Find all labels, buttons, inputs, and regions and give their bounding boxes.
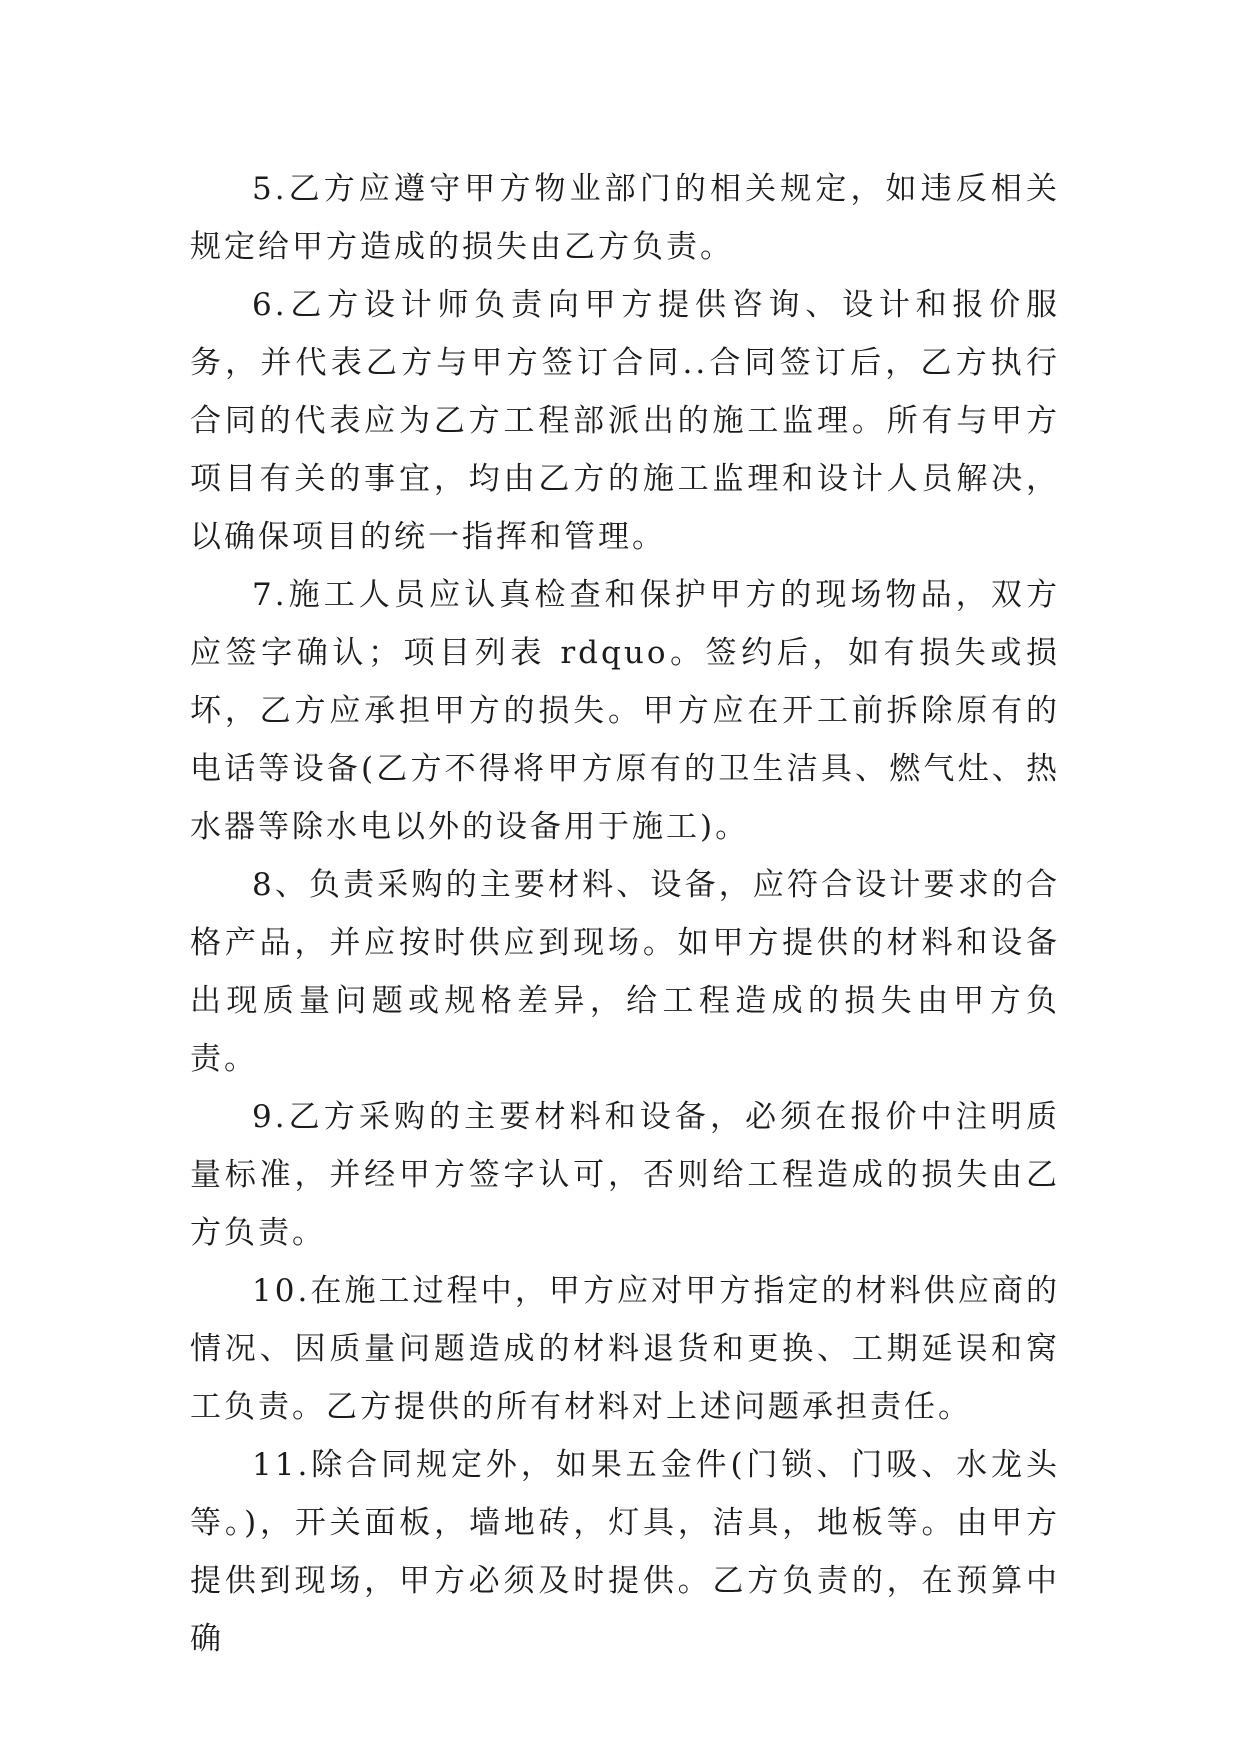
clause-7: 7.施工人员应认真检查和保护甲方的现场物品，双方应签字确认；项目列表 rdquo。签约后，如有损失或损坏，乙方应承担甲方的损失。甲方应在开工前拆除原有的电话等设备(乙方不得将甲方原有的卫生洁具、燃气灶、热水器等除水电以外的设备用于施工)。 bbox=[190, 577, 1060, 845]
clause-10: 10.在施工过程中，甲方应对甲方指定的材料供应商的情况、因质量问题造成的材料退货和更换、工期延误和窝工负责。乙方提供的所有材料对上述问题承担责任。 bbox=[190, 1273, 1060, 1425]
clause-6: 6.乙方设计师负责向甲方提供咨询、设计和报价服务，并代表乙方与甲方签订合同..合同签订后，乙方执行合同的代表应为乙方工程部派出的施工监理。所有与甲方项目有关的事宜，均由乙方的施工监理和设计人员解决，以确保项目的统一指挥和管理。 bbox=[190, 287, 1060, 555]
document-body bbox=[190, 160, 1060, 1668]
clause-11: 11.除合同规定外，如果五金件(门锁、门吸、水龙头等。)，开关面板，墙地砖，灯具，洁具，地板等。由甲方提供到现场，甲方必须及时提供。乙方负责的，在预算中确 bbox=[190, 1447, 1060, 1657]
clause-8: 8、负责采购的主要材料、设备，应符合设计要求的合格产品，并应按时供应到现场。如甲方提供的材料和设备出现质量问题或规格差异，给工程造成的损失由甲方负责。 bbox=[190, 867, 1060, 1077]
clause-9: 9.乙方采购的主要材料和设备，必须在报价中注明质量标准，并经甲方签字认可，否则给工程造成的损失由乙方负责。 bbox=[190, 1099, 1060, 1251]
clause-5: 5.乙方应遵守甲方物业部门的相关规定，如违反相关规定给甲方造成的损失由乙方负责。 bbox=[190, 171, 1060, 265]
